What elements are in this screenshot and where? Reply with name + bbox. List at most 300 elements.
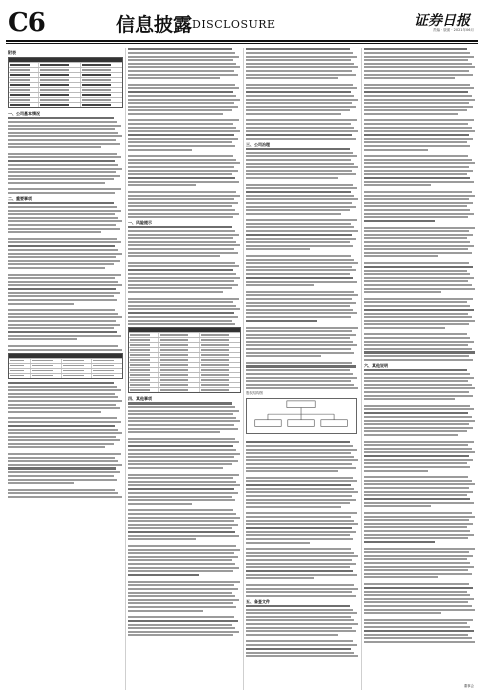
text-line <box>128 552 234 554</box>
text-line <box>128 445 233 447</box>
text-line <box>8 425 115 427</box>
text-line <box>246 130 358 132</box>
text-line <box>246 259 354 261</box>
text-line <box>364 405 470 407</box>
text-line <box>246 187 357 189</box>
text-line <box>364 173 467 175</box>
text-line <box>246 213 341 215</box>
column-divider <box>125 48 126 690</box>
text-line <box>246 355 321 357</box>
text-line <box>246 644 357 646</box>
text-line <box>128 159 236 161</box>
text-line <box>128 277 240 279</box>
text-line <box>364 216 468 218</box>
text-line <box>8 475 114 477</box>
text-line <box>246 77 338 79</box>
table-row <box>9 102 122 107</box>
text-line <box>8 492 118 494</box>
text-line <box>364 569 468 571</box>
text-line <box>246 148 350 150</box>
text-line <box>364 109 467 111</box>
text-line <box>246 630 356 632</box>
text-line <box>246 512 357 514</box>
text-line <box>364 591 467 593</box>
text-line <box>128 291 223 293</box>
text-line <box>128 563 235 565</box>
text-line <box>128 402 232 404</box>
text-line <box>128 298 239 300</box>
text-line <box>128 177 235 179</box>
text-line <box>128 181 239 183</box>
text-line <box>364 234 473 236</box>
text-line <box>246 177 338 179</box>
table-row <box>129 352 240 357</box>
text-line <box>246 542 310 544</box>
text-line <box>364 448 472 450</box>
text-line <box>8 489 115 491</box>
text-line <box>246 155 357 157</box>
text-line <box>246 302 356 304</box>
text-line <box>128 517 240 519</box>
text-line <box>246 459 358 461</box>
text-line <box>8 202 114 204</box>
text-line <box>246 238 356 240</box>
text-line <box>8 335 121 337</box>
text-line <box>364 634 468 636</box>
text-line <box>8 160 115 162</box>
text-line <box>8 411 101 413</box>
text-line <box>128 592 232 594</box>
table-row <box>9 67 122 72</box>
table-row <box>9 77 122 82</box>
text-line <box>128 269 233 271</box>
text-line <box>8 316 122 318</box>
text-line <box>364 127 472 129</box>
text-line <box>128 52 235 54</box>
text-line <box>246 248 310 250</box>
text-line <box>246 134 352 136</box>
text-line <box>364 573 472 575</box>
text-line <box>364 52 470 54</box>
text-line <box>8 309 115 311</box>
text-line <box>128 320 232 322</box>
section-title-en: DISCLOSURE <box>192 18 276 31</box>
table-row <box>129 337 240 342</box>
text-line <box>364 609 475 611</box>
text-line <box>364 537 468 539</box>
text-line <box>8 128 115 130</box>
body-text <box>364 48 476 361</box>
text-line <box>8 139 116 141</box>
text-line <box>364 66 475 68</box>
text-line <box>246 266 352 268</box>
table-row <box>129 332 240 337</box>
text-line <box>128 273 236 275</box>
text-line <box>128 106 238 108</box>
text-line <box>128 149 192 151</box>
text-line <box>364 566 474 568</box>
text-line <box>128 620 238 622</box>
text-line <box>246 91 351 93</box>
text-line <box>246 362 352 364</box>
masthead-subline: 责编 · 版面 · 2021年06月 <box>432 28 474 32</box>
text-line <box>128 463 232 465</box>
column-divider <box>243 48 244 690</box>
text-line <box>8 210 121 212</box>
subheading: 一、风险提示 <box>128 220 152 226</box>
text-line <box>246 559 352 561</box>
figure-caption: 股权结构图 <box>246 390 263 395</box>
text-line <box>128 538 196 540</box>
text-line <box>364 462 467 464</box>
text-line <box>8 429 118 431</box>
text-line <box>246 523 358 525</box>
text-line <box>128 91 233 93</box>
text-line <box>246 202 352 204</box>
text-line <box>246 206 356 208</box>
text-line <box>128 520 234 522</box>
text-line <box>246 123 351 125</box>
text-line <box>246 341 353 343</box>
text-line <box>364 301 467 303</box>
text-line <box>8 389 121 391</box>
header-rule-thick <box>6 40 478 42</box>
text-line <box>128 570 233 572</box>
text-line <box>246 627 352 629</box>
text-line <box>246 384 354 386</box>
text-line <box>128 141 232 143</box>
text-line <box>8 460 118 462</box>
text-line <box>246 119 357 121</box>
text-line <box>246 327 358 329</box>
text-line <box>364 113 458 115</box>
text-line <box>246 269 356 271</box>
table-row <box>9 82 122 87</box>
table-row <box>9 373 122 378</box>
text-line <box>8 396 118 398</box>
text-line <box>128 323 235 325</box>
newspaper-masthead: 证券日报 <box>414 13 470 29</box>
text-line <box>364 398 455 400</box>
text-line <box>128 631 239 633</box>
text-line <box>364 138 473 140</box>
text-line <box>128 492 238 494</box>
text-line <box>128 102 234 104</box>
text-line <box>364 491 473 493</box>
text-line <box>364 141 467 143</box>
text-line <box>364 359 473 361</box>
text-line <box>8 496 122 498</box>
text-line <box>246 365 356 367</box>
text-line <box>246 198 358 200</box>
text-line <box>364 598 474 600</box>
table-row <box>9 72 122 77</box>
table-row <box>9 358 122 363</box>
text-line <box>8 164 118 166</box>
table-row <box>9 363 122 368</box>
text-line <box>364 195 475 197</box>
text-line <box>246 484 351 486</box>
text-line <box>8 143 120 145</box>
text-line <box>128 431 220 433</box>
text-line <box>364 333 467 335</box>
text-line <box>128 456 234 458</box>
text-line <box>246 548 351 550</box>
text-line <box>8 125 121 127</box>
text-line <box>128 66 240 68</box>
text-line <box>364 423 469 425</box>
text-line <box>364 551 469 553</box>
text-line <box>246 352 354 354</box>
text-line <box>8 245 115 247</box>
text-line <box>246 531 356 533</box>
text-line <box>8 467 116 469</box>
text-line <box>128 581 240 583</box>
body-text <box>246 441 359 597</box>
text-line <box>364 227 475 229</box>
text-line <box>364 241 470 243</box>
text-line <box>364 387 475 389</box>
text-line <box>128 95 236 97</box>
text-line <box>364 483 475 485</box>
text-line <box>8 464 122 466</box>
text-line <box>128 606 236 608</box>
text-line <box>8 313 118 315</box>
text-line <box>128 545 236 547</box>
text-line <box>128 84 235 86</box>
text-line <box>364 512 472 514</box>
text-line <box>246 173 356 175</box>
text-line <box>128 205 232 207</box>
text-line <box>8 303 74 305</box>
text-line <box>246 348 351 350</box>
text-line <box>128 56 239 58</box>
text-line <box>364 355 469 357</box>
text-line <box>8 253 122 255</box>
text-line <box>364 181 474 183</box>
text-line <box>128 213 239 215</box>
text-line <box>246 294 358 296</box>
text-line <box>246 495 352 497</box>
text-line <box>364 384 472 386</box>
text-line <box>128 134 234 136</box>
text-line <box>128 74 238 76</box>
text-line <box>364 395 473 397</box>
text-line <box>246 534 350 536</box>
text-line <box>364 320 475 322</box>
text-line <box>364 459 473 461</box>
text-line <box>128 123 233 125</box>
text-line <box>8 175 120 177</box>
text-line <box>128 119 239 121</box>
text-line <box>364 209 470 211</box>
text-line <box>364 455 469 457</box>
body-text <box>246 48 359 140</box>
text-line <box>246 102 352 104</box>
text-line <box>246 330 352 332</box>
text-line <box>128 559 232 561</box>
text-line <box>246 506 341 508</box>
text-line <box>246 616 351 618</box>
text-line <box>128 488 234 490</box>
text-line <box>364 313 468 315</box>
text-line <box>364 288 475 290</box>
subheading: 五、备查文件 <box>246 598 270 604</box>
data-table <box>8 57 123 108</box>
table-row <box>129 362 240 367</box>
text-line <box>8 228 120 230</box>
text-line <box>364 266 473 268</box>
text-line <box>246 87 357 89</box>
table-row <box>129 342 240 347</box>
text-line <box>246 138 356 140</box>
text-line <box>246 555 358 557</box>
text-line <box>128 99 240 101</box>
text-line <box>246 588 358 590</box>
text-line <box>364 170 473 172</box>
text-line <box>246 163 354 165</box>
text-line <box>8 457 115 459</box>
text-line <box>8 386 117 388</box>
text-line <box>128 202 238 204</box>
text-line <box>8 349 122 351</box>
text-line <box>364 369 467 371</box>
text-line <box>246 273 350 275</box>
text-line <box>246 456 354 458</box>
text-line <box>246 491 358 493</box>
text-line <box>246 570 353 572</box>
text-line <box>128 527 232 529</box>
text-line <box>128 481 236 483</box>
text-line <box>128 198 234 200</box>
text-line <box>8 277 115 279</box>
text-line <box>246 538 353 540</box>
table-row <box>129 377 240 382</box>
text-line <box>364 252 472 254</box>
text-line <box>246 441 350 443</box>
text-line <box>8 393 115 395</box>
text-line <box>364 102 469 104</box>
text-line <box>128 588 238 590</box>
text-line <box>128 567 239 569</box>
text-line <box>364 562 470 564</box>
text-line <box>128 499 235 501</box>
body-text <box>128 402 241 636</box>
text-line <box>364 498 470 500</box>
text-line <box>8 168 122 170</box>
text-line <box>128 624 232 626</box>
data-table-small <box>8 353 123 379</box>
text-line <box>364 558 467 560</box>
text-line <box>128 87 239 89</box>
text-line <box>128 308 240 310</box>
text-line <box>364 237 467 239</box>
table-row <box>129 387 240 392</box>
text-line <box>246 70 352 72</box>
text-line <box>364 391 469 393</box>
text-line <box>246 502 350 504</box>
text-line <box>246 480 357 482</box>
text-line <box>246 574 357 576</box>
text-line <box>246 281 357 283</box>
text-line <box>128 162 240 164</box>
text-line <box>128 305 236 307</box>
text-line <box>246 449 357 451</box>
text-line <box>8 288 116 290</box>
text-line <box>246 337 350 339</box>
text-line <box>364 191 472 193</box>
text-line <box>128 241 236 243</box>
text-line <box>364 309 474 311</box>
text-line <box>364 583 469 585</box>
text-line <box>8 220 122 222</box>
text-line <box>128 280 234 282</box>
text-line <box>128 113 223 115</box>
text-line <box>246 552 354 554</box>
text-line <box>246 577 314 579</box>
body-text <box>128 48 241 218</box>
table-row <box>9 97 122 102</box>
text-line <box>246 652 354 654</box>
text-line <box>364 534 474 536</box>
text-line <box>364 555 473 557</box>
text-line <box>364 487 469 489</box>
text-line <box>246 640 353 642</box>
text-line <box>364 523 473 525</box>
header-rule-thin <box>6 43 478 44</box>
text-line <box>128 63 236 65</box>
text-line <box>364 316 472 318</box>
text-line <box>246 452 351 454</box>
column-divider <box>361 48 362 690</box>
body-text <box>246 605 359 658</box>
subheading: 六、其他说明 <box>364 363 388 369</box>
text-line <box>364 323 469 325</box>
text-line <box>364 594 470 596</box>
text-line <box>128 524 238 526</box>
page-number: C6 <box>8 8 45 38</box>
text-line <box>8 439 120 441</box>
text-line <box>364 159 472 161</box>
text-line <box>246 226 354 228</box>
text-line <box>128 230 235 232</box>
text-line <box>8 192 115 194</box>
text-line <box>246 373 353 375</box>
subheading: 二、重要事项 <box>8 196 32 202</box>
text-line <box>246 316 351 318</box>
text-line <box>8 436 116 438</box>
text-line <box>364 74 473 76</box>
text-line <box>128 634 233 636</box>
subheading: 一、公司基本情况 <box>8 111 40 116</box>
text-line <box>364 530 470 532</box>
text-line <box>246 563 356 565</box>
text-line <box>364 622 467 624</box>
text-line <box>8 206 117 208</box>
text-line <box>364 637 472 639</box>
table-row <box>9 62 122 67</box>
text-line <box>8 471 120 473</box>
text-line <box>246 566 350 568</box>
text-line <box>364 145 470 147</box>
text-line <box>246 470 338 472</box>
text-line <box>8 407 120 409</box>
text-line <box>246 609 353 611</box>
text-line <box>364 416 472 418</box>
body-text <box>8 117 123 194</box>
text-line <box>128 438 235 440</box>
text-line <box>364 205 467 207</box>
